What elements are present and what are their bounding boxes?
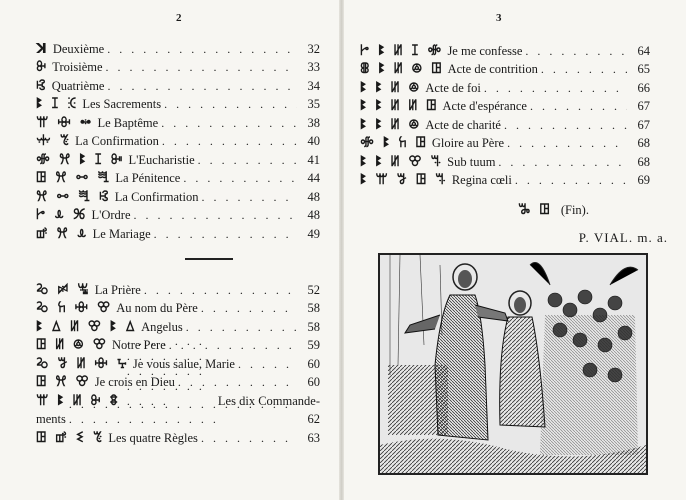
script-glyphs: ꕬ ꔪ ꖦ ꔮ ꖸ	[360, 61, 444, 77]
toc-section-3	[360, 40, 650, 188]
entry-title: Sub tuum	[447, 154, 496, 169]
leader-dots	[484, 81, 627, 96]
entry-title: La Confirmation	[75, 134, 159, 148]
entry-title: Les Sacrements	[82, 97, 162, 111]
leader-dots	[515, 173, 627, 188]
entry-title: Je vous salue, Marie	[132, 356, 235, 371]
leader-dots	[134, 208, 297, 223]
script-glyphs: ꖸ ꖦ ꔮ ꕢ	[36, 337, 108, 353]
entry-title: Deuxième	[52, 41, 105, 56]
leader-dots	[530, 99, 627, 114]
toc-entry	[360, 151, 650, 170]
toc-entry	[36, 149, 320, 168]
script-glyphs: ꕫ ꗌ ꖦ ꗳ ꕴ	[36, 355, 129, 372]
page-reference: 60	[307, 375, 320, 389]
toc-entry	[36, 94, 320, 113]
page-reference: 68	[637, 136, 650, 150]
leader-dots	[201, 431, 297, 446]
entry-title: Le Mariage	[92, 226, 151, 241]
page-reference: 65	[637, 62, 650, 76]
page-reference: 33	[307, 60, 320, 74]
page-reference: 59	[307, 338, 320, 352]
leader-dots	[161, 116, 297, 131]
toc-entry	[36, 316, 320, 335]
leader-dots	[164, 97, 297, 112]
script-glyphs: ꗂ ꔪ ꖷ ꖸ	[360, 135, 428, 151]
toc-entry	[36, 205, 320, 224]
entry-title: La Prière	[94, 282, 141, 297]
leader-dots	[201, 190, 297, 205]
leader-dots	[198, 153, 297, 168]
toc-entry	[36, 223, 320, 242]
toc-entry	[36, 186, 320, 205]
page-reference: 68	[637, 154, 650, 169]
toc-entry	[36, 390, 320, 427]
leader-dots	[201, 301, 297, 316]
script-glyphs: ꔪ ꕔ ꖦ ꕢ ꔪ ꕔ	[36, 318, 138, 335]
toc-entry	[360, 59, 650, 78]
leader-dots	[154, 227, 297, 242]
leader-dots	[498, 155, 627, 170]
script-glyphs: ꔪ ꔪ ꖦ ꕢ ꕐ	[360, 153, 444, 170]
leader-dots	[186, 320, 297, 335]
entry-title: Le Baptême	[97, 115, 159, 130]
page-reference: 34	[307, 78, 320, 93]
entry-title: Les quatre Règles	[108, 430, 198, 445]
author-signature: P. VIAL. m. a.	[578, 230, 668, 245]
script-glyphs: ꕙ	[36, 77, 48, 94]
page-reference: 63	[307, 430, 320, 445]
toc-section-2	[36, 279, 320, 446]
entry-title: Je me confesse	[447, 43, 523, 58]
page-reference: 69	[637, 173, 650, 187]
entry-title: L'Ordre	[91, 208, 131, 222]
page-reference: 48	[307, 208, 320, 222]
leader-dots	[106, 60, 297, 75]
page-number: 3	[496, 12, 502, 24]
leader-dots	[69, 397, 297, 427]
toc-entry	[36, 279, 320, 298]
leader-dots	[238, 357, 297, 372]
leader-dots	[183, 171, 297, 186]
entry-title-continued: ments	[36, 412, 66, 426]
leader-dots	[107, 42, 297, 57]
page-reference: 49	[307, 226, 320, 241]
script-glyphs: ꔪ ꔪ ꖦ ꔮ	[360, 79, 422, 96]
religious-engraving-illustration	[378, 253, 648, 475]
section-divider	[185, 258, 233, 260]
leader-dots	[162, 134, 297, 149]
entry-title: L'Eucharistie	[128, 152, 195, 167]
page-reference: 40	[307, 134, 320, 148]
script-glyphs: ꗼ ꔳ	[36, 133, 72, 149]
page-number: 2	[176, 12, 182, 24]
entry-title: Acte de contrition	[447, 62, 538, 76]
page-reference: 60	[307, 356, 320, 371]
left-page	[0, 0, 340, 500]
fin-text: (Fin).	[560, 203, 589, 217]
entry-title: La Pénitence	[115, 171, 181, 185]
script-glyphs: ꕮ ꗬ ꖽ ꕙ	[36, 188, 111, 205]
page-reference: 58	[307, 301, 320, 315]
page-reference: 67	[637, 99, 650, 113]
entry-title: La Confirmation	[114, 189, 199, 204]
page-reference: 41	[307, 152, 320, 167]
toc-entry	[360, 40, 650, 59]
leader-dots	[541, 62, 627, 77]
script-glyphs: ꔪ ꕯ ꖀ	[36, 96, 79, 112]
page-reference: 52	[307, 282, 320, 297]
leader-dots	[525, 44, 627, 59]
script-glyphs: ꕡ ꕮ ꕊ	[36, 225, 89, 242]
script-glyphs: ꖸ ꕡ ꗨ ꔳ	[36, 429, 105, 446]
script-glyphs: ꔪ ꕌ ꗌ ꖸ ꕐ	[360, 172, 448, 188]
script-glyphs: ꔪ ꔪ ꖦ ꔮ	[360, 116, 422, 133]
page-reference: 58	[307, 319, 320, 334]
toc-entry	[36, 427, 320, 446]
engraving-svg	[380, 255, 646, 473]
toc-entry	[360, 170, 650, 189]
toc-entry	[360, 133, 650, 152]
script-glyphs: ꕫ ꖷ ꗳ ꕢ	[36, 300, 113, 316]
script-glyphs: ꖸ ꕮ ꗬ ꖽ	[36, 170, 112, 186]
right-page	[344, 0, 686, 500]
leader-dots	[144, 283, 297, 298]
toc-section-1	[36, 38, 320, 242]
page-reference: 67	[637, 117, 650, 132]
toc-entry	[36, 112, 320, 131]
toc-entry	[36, 298, 320, 317]
script-glyphs: ꔵ ꕊ ꕑ	[36, 207, 88, 223]
entry-title: Les dix Commande-	[217, 393, 320, 408]
page-reference: 66	[637, 80, 650, 95]
page-reference: 32	[307, 41, 320, 56]
entry-title: Quatrième	[51, 78, 105, 93]
toc-entry	[360, 96, 650, 115]
page-reference: 48	[307, 189, 320, 204]
entry-title: Troisième	[52, 60, 103, 74]
toc-entry	[360, 114, 650, 133]
entry-title: Regina cœli	[451, 173, 512, 187]
toc-entry	[36, 38, 320, 57]
fin-line	[518, 202, 589, 218]
leader-dots	[107, 79, 297, 94]
script-glyphs: ꔬ	[36, 59, 49, 75]
entry-title: Acte de charité	[425, 117, 501, 132]
fin-glyphs: ꖆ ꖸ	[518, 202, 552, 218]
page-reference: 38	[307, 115, 320, 130]
script-glyphs: ꕌ ꔪ ꖦ ꔬ ꗊ	[36, 392, 120, 409]
entry-title: Notre Pere	[111, 338, 166, 352]
page-reference: 35	[307, 97, 320, 111]
page-reference: 44	[307, 171, 320, 185]
script-glyphs: ꕌ ꗳ ꖒ	[36, 114, 94, 131]
script-glyphs: ꔵ ꔪ ꖦ ꕯ ꗂ	[360, 42, 444, 59]
leader-dots	[504, 118, 627, 133]
script-glyphs: ꗂ ꕮ ꔪ ꕯ ꔻ	[36, 151, 125, 168]
entry-title: Je crois en Dieu	[94, 375, 175, 389]
script-glyphs: ꓘ	[36, 40, 49, 57]
toc-entry	[36, 168, 320, 187]
script-glyphs: ꔪ ꔪ ꖦ ꖦ ꖸ	[360, 98, 439, 114]
page-reference: 62	[307, 412, 320, 426]
entry-title: Gloire au Père	[431, 136, 505, 150]
toc-entry	[36, 57, 320, 76]
script-glyphs: ꖸ ꕮ ꕢ	[36, 374, 91, 390]
toc-entry	[360, 77, 650, 96]
entry-title: Acte de foi	[425, 80, 481, 95]
script-glyphs: ꕫ ꗰ ꖖ	[36, 281, 91, 298]
entry-title: Au nom du Père	[116, 301, 198, 315]
entry-title: Angelus	[141, 319, 183, 334]
entry-title: Acte d'espérance	[442, 99, 527, 113]
toc-entry	[36, 131, 320, 150]
page-reference: 64	[637, 43, 650, 58]
leader-dots	[507, 136, 627, 151]
toc-entry	[36, 75, 320, 94]
